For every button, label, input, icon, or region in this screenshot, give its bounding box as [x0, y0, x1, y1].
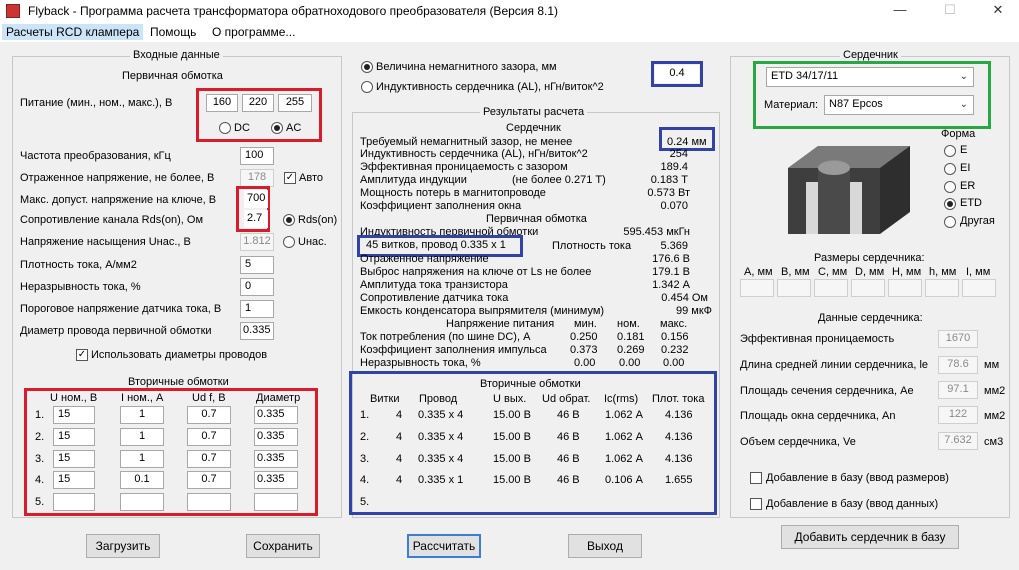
wire-label: Диаметр провода первичной обмотки: [20, 325, 212, 337]
threshold-input[interactable]: 1: [240, 300, 274, 318]
supply-min-input[interactable]: 160: [206, 94, 238, 112]
chevron-down-icon: ⌄: [959, 99, 968, 110]
exit-button[interactable]: Выход: [568, 534, 642, 558]
rds-radio[interactable]: [283, 214, 295, 226]
core-data-unit: см3: [984, 436, 1004, 448]
sec-d-input[interactable]: [254, 493, 298, 511]
sec-ud-input[interactable]: 0.7: [187, 471, 231, 489]
supply-row-nom: 0.181: [617, 331, 645, 343]
res-sec-ic: 0.106 А: [605, 474, 643, 486]
save-button[interactable]: Сохранить: [246, 534, 320, 558]
res-sec-ud: 46 В: [557, 409, 580, 421]
res-sec-u: 15.00 В: [493, 409, 531, 421]
shape-title: Форма: [941, 128, 976, 140]
title-bar: [0, 0, 1019, 22]
input-data-title: Входные данные: [130, 49, 223, 61]
supply-row-min: 0.373: [570, 344, 598, 356]
sec-u-input[interactable]: [53, 493, 95, 511]
res-sec-num: 5.: [360, 496, 370, 508]
supply-header-nom: ном.: [617, 318, 640, 330]
dim-header-h-small: h, мм: [929, 266, 957, 278]
res-sec-turns: 4: [396, 431, 403, 443]
threshold-label: Пороговое напряжение датчика тока, В: [20, 303, 222, 315]
spike-label: Выброс напряжения на ключе от Ls не более: [360, 266, 592, 278]
secondary-input-title: Вторичные обмотки: [128, 376, 229, 388]
supply-row-min: 0.250: [570, 331, 598, 343]
res-sec-ic: 1.062 А: [605, 409, 643, 421]
dim-header-b: B, мм: [781, 266, 810, 278]
sec-row-num: 3.: [35, 453, 45, 465]
capacitor-value: 99 мкФ: [675, 305, 712, 317]
minimize-button[interactable]: —: [893, 2, 907, 17]
supply-header-max: макс.: [660, 318, 688, 330]
dims-title: Размеры сердечника:: [814, 252, 925, 264]
res-sec-header-ic: Ic(rms): [604, 393, 639, 405]
current-density-label: Плотность тока, А/мм2: [20, 259, 137, 271]
supply-header-min: мин.: [574, 318, 597, 330]
sec-i-input[interactable]: 1: [120, 428, 164, 446]
add-dims-label: Добавление в базу (ввод размеров): [766, 472, 949, 484]
vmax-label: Макс. допуст. напряжение на ключе, В: [20, 194, 217, 206]
dim-header-c: C, мм: [818, 266, 848, 278]
core-data-label: Площадь окна сердечника, An: [740, 410, 896, 422]
sec-header-ud: Ud f, В: [192, 392, 226, 404]
res-sec-header-turns: Витки: [370, 393, 400, 405]
supply-label: Питание (мин., ном., макс.), В: [20, 97, 173, 109]
inductance-label: Индуктивность первичной обмотки: [360, 226, 539, 238]
dim-input-b[interactable]: [777, 279, 811, 297]
dc-radio[interactable]: [219, 122, 231, 134]
core-select-value: ETD 34/17/11: [771, 70, 839, 82]
res-sec-u: 15.00 В: [493, 474, 531, 486]
core-data-unit: мм2: [984, 410, 1006, 422]
shape-radio-other[interactable]: [944, 216, 956, 228]
use-diameters-checkbox[interactable]: ✓: [77, 349, 87, 360]
material-select[interactable]: [824, 95, 974, 115]
load-button[interactable]: Загрузить: [86, 534, 160, 558]
supply-max-input[interactable]: 255: [278, 94, 312, 112]
al-result-label: Индуктивность сердечника (AL), нГн/виток^2: [360, 148, 588, 160]
res-sec-num: 2.: [360, 431, 370, 443]
core-data-unit: мм: [984, 359, 1000, 371]
maximize-button[interactable]: ☐: [944, 2, 956, 17]
reflected-result-label: Отраженное напряжение: [360, 253, 489, 265]
induction-note: (не более 0.271 Т): [512, 174, 606, 186]
discontinuity-input[interactable]: 0: [240, 278, 274, 296]
reflected-result-value: 176.6 В: [652, 253, 690, 265]
shape-label-er: ER: [960, 180, 976, 192]
core-data-unit: мм2: [984, 385, 1006, 397]
res-sec-num: 4.: [360, 474, 370, 486]
close-button[interactable]: ✕: [992, 2, 1004, 17]
sec-u-input[interactable]: 15: [53, 471, 95, 489]
sense-resistor-label: Сопротивление датчика тока: [360, 292, 509, 304]
res-sec-u: 15.00 В: [493, 453, 531, 465]
sec-ud-input[interactable]: 0.7: [187, 450, 231, 468]
sec-row-num: 1.: [35, 409, 45, 421]
core-loss-label: Мощность потерь в магнитопроводе: [360, 187, 546, 199]
turns-text: 45 витков, провод 0.335 x 1: [366, 239, 506, 251]
sec-d-input[interactable]: 0.335: [254, 406, 298, 424]
capacitor-label: Емкость конденсатора выпрямителя (минимум): [360, 305, 605, 317]
supply-row-max: 0.00: [663, 357, 685, 369]
core-select[interactable]: [766, 67, 974, 87]
shape-radio-etd[interactable]: [944, 198, 956, 210]
al-radio[interactable]: [361, 81, 373, 93]
res-sec-header-u: U вых.: [493, 393, 527, 405]
sec-i-input[interactable]: 1: [120, 406, 164, 424]
sec-header-i: I ном., А: [121, 392, 164, 404]
transistor-current-label: Амплитуда тока транзистора: [360, 279, 508, 291]
supply-row-label: Ток потребления (по шине DC), А: [360, 331, 531, 343]
sec-u-input[interactable]: 15: [53, 406, 95, 424]
usat-label: Напряжение насыщения Uнас., В: [20, 236, 191, 248]
usat-radio[interactable]: [283, 236, 295, 248]
core-title: Сердечник: [840, 49, 901, 61]
dim-input-a[interactable]: [740, 279, 774, 297]
auto-checkbox[interactable]: ✓: [285, 172, 295, 183]
shape-label-ei: EI: [960, 162, 971, 174]
res-sec-j: 4.136: [665, 431, 693, 443]
calculate-button[interactable]: Рассчитать: [407, 534, 481, 558]
rds-label: Сопротивление канала Rds(on), Ом: [20, 214, 204, 226]
dim-header-h: H, мм: [892, 266, 922, 278]
sec-row-num: 5.: [35, 496, 45, 508]
current-density-input[interactable]: 5: [240, 256, 274, 274]
sec-d-input[interactable]: 0.335: [254, 471, 298, 489]
supply-row-label: Неразрывность тока, %: [360, 357, 481, 369]
gap-radio[interactable]: [361, 61, 373, 73]
res-sec-wire: 0.335 x 4: [418, 409, 464, 421]
res-sec-header-ud: Ud обрат.: [542, 393, 591, 405]
density-label: Плотность тока: [552, 240, 632, 252]
app-icon: [6, 4, 20, 18]
window-title: Flyback - Программа расчета трансформатора обратноходового преобразователя (Версия 8.1): [28, 4, 558, 18]
res-sec-turns: 4: [396, 453, 403, 465]
induction-label: Амплитуда индукции: [360, 174, 467, 186]
dim-header-d: D, мм: [855, 266, 885, 278]
sense-resistor-value: 0.454 Ом: [661, 292, 708, 304]
sec-d-input[interactable]: 0.335: [254, 428, 298, 446]
sec-header-u: U ном., В: [50, 392, 98, 404]
usat-input[interactable]: 1.812: [240, 233, 274, 251]
add-data-label: Добавление в базу (ввод данных): [766, 498, 939, 510]
res-sec-wire: 0.335 x 4: [418, 431, 464, 443]
inductance-value: 595.453 мкГн: [623, 226, 690, 238]
res-sec-num: 3.: [360, 453, 370, 465]
sec-i-input[interactable]: [120, 493, 164, 511]
use-diameters-label: Использовать диаметры проводов: [91, 349, 268, 361]
supply-header-label: Напряжение питания: [446, 318, 555, 330]
freq-label: Частота преобразования, кГц: [20, 150, 171, 162]
ac-radio[interactable]: [271, 122, 283, 134]
supply-row-max: 0.156: [661, 331, 689, 343]
sec-row-num: 2.: [35, 431, 45, 443]
results-secondary-title: Вторичные обмотки: [480, 378, 581, 390]
induction-value: 0.183 Т: [650, 174, 688, 186]
add-data-checkbox[interactable]: [750, 498, 762, 510]
res-sec-j: 4.136: [665, 409, 693, 421]
core-data-label: Эффективная проницаемость: [740, 333, 895, 345]
required-gap-value: 0.24 мм: [667, 136, 707, 148]
core-data-an[interactable]: 122: [938, 406, 978, 424]
res-sec-num: 1.: [360, 409, 370, 421]
sec-ud-input[interactable]: [187, 493, 231, 511]
eff-perm-value: 189.4: [660, 161, 688, 173]
core-data-label: Объем сердечника, Ve: [740, 436, 856, 448]
sec-u-input[interactable]: 15: [53, 428, 95, 446]
core-data-ae[interactable]: 97.1: [938, 381, 978, 399]
primary-winding-title: Первичная обмотка: [122, 70, 223, 82]
density-value: 5.369: [660, 240, 688, 252]
sec-row-num: 4.: [35, 474, 45, 486]
wire-input[interactable]: 0.335: [240, 322, 274, 340]
dim-input-h-small[interactable]: [925, 279, 959, 297]
res-sec-wire: 0.335 x 1: [418, 474, 464, 486]
usat-radio-label: Uнас.: [298, 236, 327, 248]
supply-nom-input[interactable]: 220: [242, 94, 274, 112]
core-image: [778, 138, 920, 240]
results-core-title: Сердечник: [506, 122, 561, 134]
freq-input[interactable]: 100: [240, 147, 274, 165]
sec-u-input[interactable]: 15: [53, 450, 95, 468]
sec-d-input[interactable]: 0.335: [254, 450, 298, 468]
dim-header-i: I, мм: [966, 266, 991, 278]
dim-input-d[interactable]: [851, 279, 885, 297]
supply-row-min: 0.00: [574, 357, 596, 369]
res-sec-header-j: Плот. тока: [652, 393, 705, 405]
rds-input[interactable]: 2.7: [244, 210, 268, 228]
vmax-input[interactable]: 700: [244, 190, 268, 208]
window-fill-label: Коэффициент заполнения окна: [360, 200, 522, 212]
reflected-label: Отраженное напряжение, не более, В: [20, 172, 215, 184]
supply-row-max: 0.232: [661, 344, 689, 356]
core-data-le[interactable]: 78.6: [938, 356, 978, 374]
discontinuity-label: Неразрывность тока, %: [20, 281, 141, 293]
gap-label: Величина немагнитного зазора, мм: [376, 61, 557, 73]
window-fill-value: 0.070: [660, 200, 688, 212]
ac-label: AC: [286, 122, 302, 134]
core-data-perm[interactable]: 1670: [938, 330, 978, 348]
shape-label-e: E: [960, 144, 968, 156]
shape-label-other: Другая: [960, 215, 995, 227]
shape-radio-er[interactable]: [944, 181, 956, 193]
res-sec-turns: 4: [396, 474, 403, 486]
dim-header-a: A, мм: [744, 266, 773, 278]
rds-radio-label: Rds(on): [298, 214, 338, 226]
sec-header-d: Диаметр: [256, 392, 301, 404]
auto-label: Авто: [299, 172, 323, 184]
dim-input-i[interactable]: [962, 279, 996, 297]
spike-value: 179.1 В: [652, 266, 690, 278]
reflected-input[interactable]: 178: [240, 169, 274, 187]
core-loss-value: 0.573 Вт: [647, 187, 690, 199]
shape-radio-ei[interactable]: [944, 163, 956, 175]
supply-row-nom: 0.269: [617, 344, 645, 356]
transistor-current-value: 1.342 А: [652, 279, 690, 291]
material-select-value: N87 Epcos: [829, 98, 883, 110]
supply-row-nom: 0.00: [619, 357, 641, 369]
add-dims-checkbox[interactable]: [750, 472, 762, 484]
res-sec-j: 4.136: [665, 453, 693, 465]
sec-ud-input[interactable]: 0.7: [187, 428, 231, 446]
core-data-label: Площадь сечения сердечника, Ae: [740, 385, 914, 397]
dim-input-c[interactable]: [814, 279, 848, 297]
material-label: Материал:: [764, 99, 819, 111]
core-data-ve[interactable]: 7.632: [938, 432, 978, 450]
required-gap-label: Требуемый немагнитный зазор, не менее: [360, 136, 573, 148]
results-title: Результаты расчета: [480, 106, 587, 118]
supply-row-label: Коэффициент заполнения импульса: [360, 344, 547, 356]
res-sec-ud: 46 В: [557, 474, 580, 486]
chevron-down-icon: ⌄: [959, 71, 968, 82]
res-sec-wire: 0.335 x 4: [418, 453, 464, 465]
gap-input[interactable]: 0.4: [655, 65, 699, 83]
al-label: Индуктивность сердечника (AL), нГн/виток^2: [376, 81, 604, 93]
add-core-button[interactable]: Добавить сердечник в базу: [781, 525, 959, 549]
res-sec-header-wire: Провод: [419, 393, 458, 405]
al-result-value: 254: [669, 148, 688, 160]
res-sec-ud: 46 В: [557, 431, 580, 443]
core-data-title: Данные сердечника:: [818, 312, 923, 324]
menu-bar: [0, 22, 1019, 42]
core-data-label: Длина средней линии сердечника, le: [740, 359, 928, 371]
res-sec-ic: 1.062 А: [605, 453, 643, 465]
shape-label-etd: ETD: [960, 197, 982, 209]
res-sec-ud: 46 В: [557, 453, 580, 465]
res-sec-turns: 4: [396, 409, 403, 421]
shape-radio-e[interactable]: [944, 145, 956, 157]
res-sec-u: 15.00 В: [493, 431, 531, 443]
dc-label: DC: [234, 122, 250, 134]
sec-ud-input[interactable]: 0.7: [187, 406, 231, 424]
menu-help[interactable]: Помощь: [150, 25, 197, 39]
results-primary-title: Первичная обмотка: [486, 213, 587, 225]
sec-i-input[interactable]: 1: [120, 450, 164, 468]
dim-input-h[interactable]: [888, 279, 922, 297]
res-sec-ic: 1.062 А: [605, 431, 643, 443]
res-sec-j: 1.655: [665, 474, 693, 486]
sec-i-input[interactable]: 0.1: [120, 471, 164, 489]
menu-about[interactable]: О программе...: [212, 25, 296, 39]
eff-perm-label: Эффективная проницаемость с зазором: [360, 161, 568, 173]
menu-rcd-clamper[interactable]: Расчеты RCD клампера: [2, 24, 143, 40]
